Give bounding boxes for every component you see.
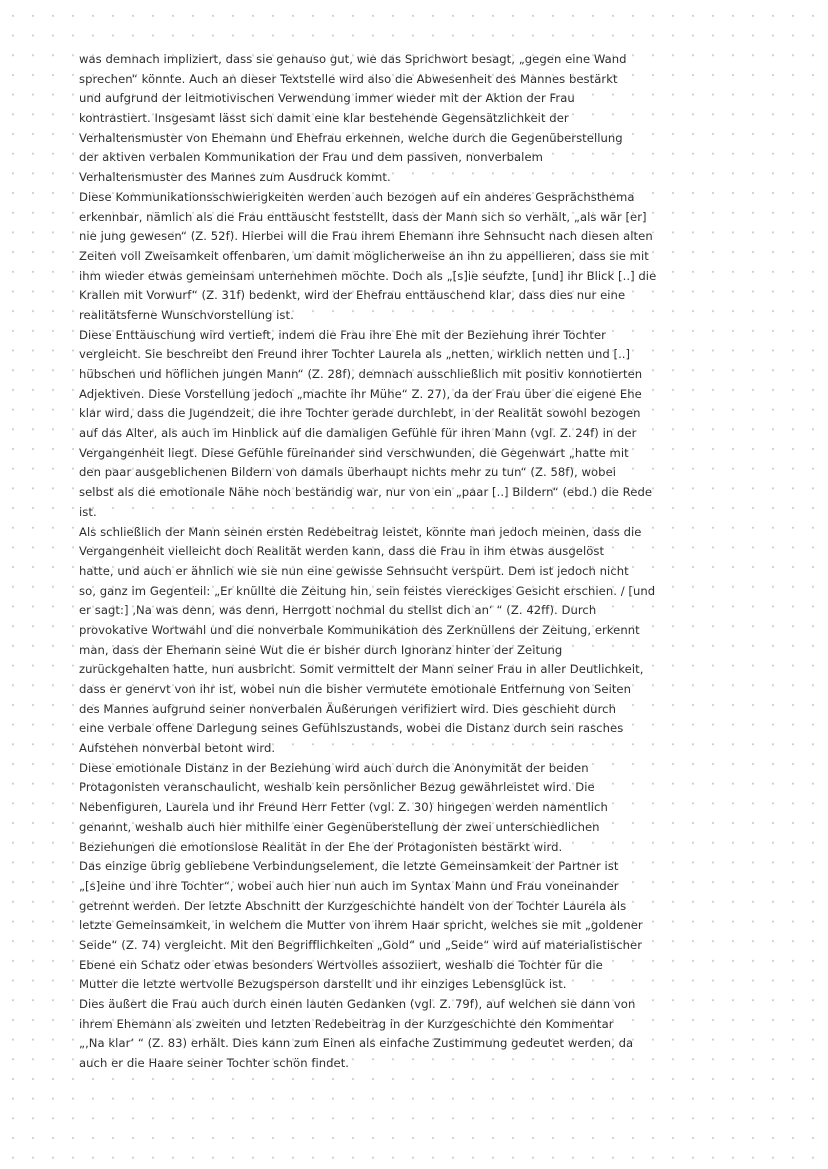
text-line: Verhaltensmuster des Mannes zum Ausdruck kommt. [79,170,391,185]
text-line: Krallen mit Vorwurf“ (Z. 31f) bedenkt, wird der Ehefrau enttäuschend klar, dass dies nur eine [79,288,626,303]
paragraph [79,188,759,326]
paragraph [79,326,759,523]
text-line: Protagonisten veranschaulicht, weshalb kein persönlicher Bezug gewährleistet wird. Die [79,780,595,795]
document-page [79,50,759,1074]
text-line: Als schließlich der Mann seinen ersten Redebeitrag leistet, könnte man jedoch meinen, dass die [79,524,642,539]
text-line: nie jung gewesen“ (Z. 52f). Hierbei will die Frau ihrem Ehemann ihre Sehnsucht nach diesen alten [79,229,653,244]
paragraph [79,50,759,188]
text-line: hübschen und höflichen jungen Mann“ (Z. 28f), demnach ausschließlich mit positiv konnotierten [79,367,643,381]
text-line: letzte Gemeinsamkeit, in welchem die Mutter von ihrem Haar spricht, welches sie mit „goldener [79,918,643,933]
text-line: Diese emotionale Distanz in der Beziehung wird auch durch die Anonymität der beiden [79,760,589,775]
text-line: auch er die Haare seiner Tochter schön findet. [79,1056,350,1071]
text-line: realitätsferne Wunschvorstellung ist. [79,307,294,322]
text-line: Nebenfiguren, Laurela und ihr Freund Herr Fetter (vgl. Z. 30) hingegen werden namentlich [79,800,608,815]
text-line: ihrem Ehemann als zweiten und letzten Redebeitrag in der Kurzgeschichte den Kommentar [79,1016,614,1031]
text-line: getrennt werden. Der letzte Abschnitt der Kurzgeschichte handelt von der Tochter Laurela als [79,898,627,913]
text-line: Vergangenheit vielleicht doch Realität werden kann, dass die Frau in ihm etwas ausgelöst [79,544,605,559]
text-line: so, ganz im Gegenteil: „Er knüllte die Zeitung hin, sein feistes viereckiges Gesicht erschien. / [und [79,583,656,598]
text-line: provokative Wortwahl und die nonverbale Kommunikation des Zerknüllens der Zeitung, erkennt [79,622,640,637]
text-line: Vergangenheit liegt. Diese Gefühle füreinander sind verschwunden, die Gegenwart „hatte mit [79,445,629,460]
text-line: zurückgehalten hatte, nun ausbricht. Somit vermittelt der Mann seiner Frau in aller Deutlichkeit, [79,662,644,677]
text-line: Mutter die letzte wertvolle Bezugsperson darstellt und ihr einziges Lebensglück ist. [79,977,567,992]
text-line: hatte, und auch er ähnlich wie sie nun eine gewisse Sehnsucht verspürt. Dem ist jedoch nicht [79,563,629,578]
text-line: Aufstehen nonverbal betont wird. [79,741,276,756]
text-line: Verhaltensmuster von Ehemann und Ehefrau erkennen, welche durch die Gegenüberstellung [79,130,623,145]
text-line: klar wird, dass die Jugendzeit, die ihre Tochter gerade durchlebt, in der Realität sowohl bezogen [79,406,641,421]
text-line: „‚Na klar‘ “ (Z. 83) erhält. Dies kann zum Einen als einfache Zustimmung gedeutet werden, da [79,1036,634,1051]
text-line: dass er genervt von ihr ist, wobei nun die bisher vermutete emotionale Entfernung von Seiten [79,682,632,696]
text-line: ihm wieder etwas gemeinsam unternehmen möchte. Doch als „[s]ie seufzte, [und] ihr Blick [..] die [79,268,657,283]
text-line: Dies äußert die Frau auch durch einen lauten Gedanken (vgl. Z. 79f), auf welchen sie dann von [79,997,636,1011]
text-line: sprechen“ könnte. Auch an dieser Textstelle wird also die Abwesenheit des Mannes bestärkt [79,71,618,86]
text-line: er sagt:] ‚Na was denn, was denn, Herrgott nochmal du stellst dich an‘ “ (Z. 42ff). Durch [79,603,597,618]
text-line: Das einzige übrig gebliebene Verbindungselement, die letzte Gemeinsamkeit der Partner ist [79,859,619,874]
text-line: kontrastiert. Insgesamt lässt sich damit eine klar bestehende Gegensätzlichkeit der [79,111,569,126]
text-line: Beziehungen die emotionslose Realität in der Ehe der Protagonisten bestärkt wird. [79,839,563,854]
paragraph [79,995,759,1074]
text-line: des Mannes aufgrund seiner nonverbalen Äußerungen verifiziert wird. Dies geschieht durch [79,701,616,716]
text-line: den paar ausgeblichenen Bildern von damals überhaupt nichts mehr zu tun“ (Z. 58f), wobei [79,465,617,480]
text-line: eine verbale offene Darlegung seines Gefühlszustands, wobei die Distanz durch sein rasches [79,721,624,736]
text-line: vergleicht. Sie beschreibt den Freund ihrer Tochter Laurela als „netten, wirklich netten und [..] [79,347,631,362]
text-line: Adjektiven. Diese Vorstellung jedoch „machte ihr Mühe“ Z. 27), da der Frau über die eigene Ehe [79,386,642,401]
paragraph [79,759,759,857]
text-line: ist. [79,504,97,519]
text-line: Ebene ein Schatz oder etwas besonders Wertvolles assoziiert, weshalb die Tochter für die [79,957,603,972]
text-line: auf das Alter, als auch im Hinblick auf die damaligen Gefühle für ihren Mann (vgl. Z. 24f) in der [79,426,637,441]
text-line: Zeiten voll Zweisamkeit offenbaren, um damit möglicherweise an ihn zu appellieren, dass sie mit [79,248,649,263]
text-line: Diese Kommunikationsschwierigkeiten werden auch bezogen auf ein anderes Gesprächsthema [79,189,635,204]
text-line: und aufgrund der leitmotivischen Verwendung immer wieder mit der Aktion der Frau [79,91,575,106]
text-line: genannt, weshalb auch hier mithilfe einer Gegenüberstellung der zwei unterschiedlichen [79,819,600,834]
text-line: „[s]eine und ihre Tochter“, wobei auch hier nun auch im Syntax Mann und Frau voneinander [79,878,619,893]
text-line: Diese Enttäuschung wird vertieft, indem die Frau ihre Ehe mit der Beziehung ihrer Tochter [79,327,606,342]
paragraph [79,523,759,759]
text-line: selbst als die emotionale Nähe noch beständig war, nur von ein „paar [..] Bildern“ (ebd.) die Rede [79,485,653,500]
text-line: der aktiven verbalen Kommunikation der Frau und dem passiven, nonverbalem [79,150,543,165]
text-line: erkennbar, nämlich als die Frau enttäuscht feststellt, dass der Mann sich so verhält, „als wär [er] [79,209,647,224]
paragraph [79,857,759,995]
text-line: Seide“ (Z. 74) vergleicht. Mit den Begrifflichkeiten „Gold“ und „Seide“ wird auf materialistischer [79,937,643,952]
text-line: was demnach impliziert, dass sie genauso gut, wie das Sprichwort besagt, „gegen eine Wand [79,52,627,66]
text-line: man, dass der Ehemann seine Wut die er bisher durch Ignoranz hinter der Zeitung [79,642,563,657]
